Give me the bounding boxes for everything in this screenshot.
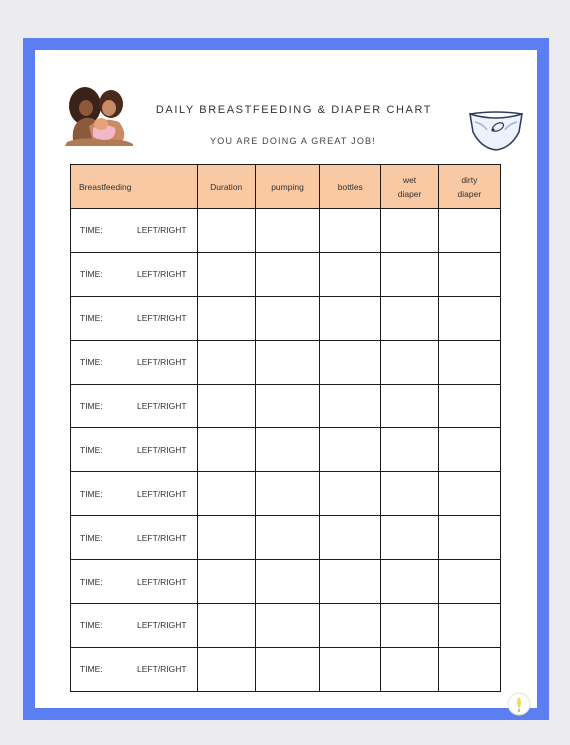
bottles-cell[interactable] — [320, 209, 381, 253]
table-row — [71, 516, 501, 560]
duration-cell[interactable] — [197, 384, 255, 428]
left-right-label: LEFT/RIGHT — [136, 488, 187, 499]
time-label: TIME: — [80, 357, 103, 368]
header-dirty-line1: dirty — [461, 174, 478, 185]
pumping-cell[interactable] — [255, 516, 319, 560]
table-row — [71, 209, 501, 253]
feeding-cell-content — [71, 269, 197, 279]
feeding-cell-content — [71, 620, 197, 630]
header-duration: Duration — [197, 165, 255, 209]
time-label: TIME: — [80, 576, 103, 587]
dirty-diaper-cell[interactable] — [438, 340, 500, 384]
dirty-diaper-cell[interactable] — [438, 209, 500, 253]
feeding-cell[interactable] — [71, 472, 198, 516]
feeding-cell[interactable] — [71, 428, 198, 472]
duration-cell[interactable] — [197, 516, 255, 560]
feeding-cell-content — [71, 445, 197, 455]
feeding-cell[interactable] — [71, 647, 198, 691]
left-right-label: LEFT/RIGHT — [136, 576, 187, 587]
feeding-cell[interactable] — [71, 516, 198, 560]
dirty-diaper-cell[interactable] — [438, 516, 500, 560]
dirty-diaper-cell[interactable] — [438, 384, 500, 428]
left-right-label: LEFT/RIGHT — [136, 532, 187, 543]
pumping-cell[interactable] — [255, 472, 319, 516]
table-row — [71, 472, 501, 516]
table-row — [71, 384, 501, 428]
left-right-label: LEFT/RIGHT — [136, 401, 187, 411]
left-right-label: LEFT/RIGHT — [136, 444, 187, 455]
feeding-cell-content — [71, 577, 197, 587]
bottles-cell[interactable] — [320, 604, 381, 648]
feeding-cell-content — [71, 401, 197, 411]
duration-cell[interactable] — [197, 252, 255, 296]
time-label: TIME: — [80, 620, 103, 631]
feeding-cell[interactable] — [71, 384, 198, 428]
time-label: TIME: — [80, 444, 103, 455]
duration-cell[interactable] — [197, 296, 255, 340]
diaper-icon — [467, 108, 525, 152]
feeding-cell[interactable] — [71, 604, 198, 648]
left-right-label: LEFT/RIGHT — [136, 664, 187, 675]
feeding-cell-content — [71, 664, 197, 674]
bottles-cell[interactable] — [320, 252, 381, 296]
header-bottles: bottles — [320, 165, 381, 209]
pumping-cell[interactable] — [255, 604, 319, 648]
table-row — [71, 560, 501, 604]
table-row — [71, 428, 501, 472]
wet-diaper-cell[interactable] — [381, 340, 438, 384]
time-label: TIME: — [80, 269, 103, 280]
left-right-label: LEFT/RIGHT — [136, 269, 187, 280]
dirty-diaper-cell[interactable] — [438, 428, 500, 472]
feeding-cell-content — [71, 357, 197, 367]
wet-diaper-cell[interactable] — [381, 296, 438, 340]
duration-cell[interactable] — [197, 472, 255, 516]
wet-diaper-cell[interactable] — [381, 516, 438, 560]
header-wet-diaper — [381, 165, 438, 209]
table-row — [71, 340, 501, 384]
time-label: TIME: — [80, 313, 103, 324]
duration-cell[interactable] — [197, 428, 255, 472]
duration-cell[interactable] — [197, 604, 255, 648]
bottles-cell[interactable] — [320, 296, 381, 340]
left-right-label: LEFT/RIGHT — [136, 225, 187, 236]
pumping-cell[interactable] — [255, 252, 319, 296]
time-label: TIME: — [80, 664, 103, 675]
wet-diaper-cell[interactable] — [381, 472, 438, 516]
pumping-cell[interactable] — [255, 560, 319, 604]
dirty-diaper-cell[interactable] — [438, 647, 500, 691]
left-right-label: LEFT/RIGHT — [136, 357, 187, 368]
feeding-cell[interactable] — [71, 340, 198, 384]
left-right-label: LEFT/RIGHT — [136, 313, 187, 324]
header-wet-line2: diaper — [397, 188, 422, 199]
dirty-diaper-cell[interactable] — [438, 560, 500, 604]
pumping-cell[interactable] — [255, 647, 319, 691]
table-body — [71, 209, 501, 692]
feeding-cell-content — [71, 533, 197, 543]
wet-diaper-cell[interactable] — [381, 252, 438, 296]
pumping-cell[interactable] — [255, 340, 319, 384]
header-row — [71, 165, 501, 209]
wet-diaper-cell[interactable] — [381, 384, 438, 428]
pumping-cell[interactable] — [255, 384, 319, 428]
feeding-cell-content — [71, 313, 197, 323]
breastfeeding-mother-illustration — [63, 78, 135, 146]
header-dirty-diaper — [438, 165, 500, 209]
feeding-cell-content — [71, 489, 197, 499]
bottles-cell[interactable] — [320, 516, 381, 560]
time-label: TIME: — [80, 401, 103, 411]
page-border — [23, 38, 549, 720]
dirty-diaper-cell[interactable] — [438, 472, 500, 516]
feeding-cell-content — [71, 225, 197, 235]
chart-title: DAILY BREASTFEEDING & DIAPER CHART — [155, 104, 433, 116]
feeding-cell[interactable] — [71, 252, 198, 296]
chart-sheet — [35, 50, 537, 708]
wet-diaper-cell[interactable] — [381, 647, 438, 691]
feeding-cell[interactable] — [71, 209, 198, 253]
bottles-cell[interactable] — [320, 340, 381, 384]
duration-cell[interactable] — [197, 340, 255, 384]
pumping-cell[interactable] — [255, 296, 319, 340]
header-dirty-line2: diaper — [457, 188, 482, 199]
header-breastfeeding: Breastfeeding — [71, 165, 198, 209]
dirty-diaper-cell[interactable] — [438, 604, 500, 648]
bottles-cell[interactable] — [320, 384, 381, 428]
pumping-cell[interactable] — [255, 209, 319, 253]
encouragement-subtitle: YOU ARE DOING A GREAT JOB! — [210, 136, 376, 146]
table-row — [71, 252, 501, 296]
table-row — [71, 647, 501, 691]
time-label: TIME: — [80, 532, 103, 543]
header-wet-line1: wet — [402, 174, 417, 185]
time-label: TIME: — [80, 488, 103, 499]
shop-logo-badge — [507, 692, 531, 716]
dirty-diaper-cell[interactable] — [438, 252, 500, 296]
wet-diaper-cell[interactable] — [381, 428, 438, 472]
dirty-diaper-cell[interactable] — [438, 296, 500, 340]
duration-cell[interactable] — [197, 560, 255, 604]
feeding-cell[interactable] — [71, 560, 198, 604]
time-label: TIME: — [80, 225, 103, 236]
pumping-cell[interactable] — [255, 428, 319, 472]
table-row — [71, 296, 501, 340]
wet-diaper-cell[interactable] — [381, 560, 438, 604]
bottles-cell[interactable] — [320, 647, 381, 691]
table-row — [71, 604, 501, 648]
wet-diaper-cell[interactable] — [381, 209, 438, 253]
wet-diaper-cell[interactable] — [381, 604, 438, 648]
bottles-cell[interactable] — [320, 560, 381, 604]
bottles-cell[interactable] — [320, 472, 381, 516]
feeding-cell[interactable] — [71, 296, 198, 340]
breastfeeding-diaper-table — [70, 164, 501, 692]
duration-cell[interactable] — [197, 647, 255, 691]
header-pumping: pumping — [255, 165, 319, 209]
bottles-cell[interactable] — [320, 428, 381, 472]
left-right-label: LEFT/RIGHT — [136, 620, 187, 631]
duration-cell[interactable] — [197, 209, 255, 253]
